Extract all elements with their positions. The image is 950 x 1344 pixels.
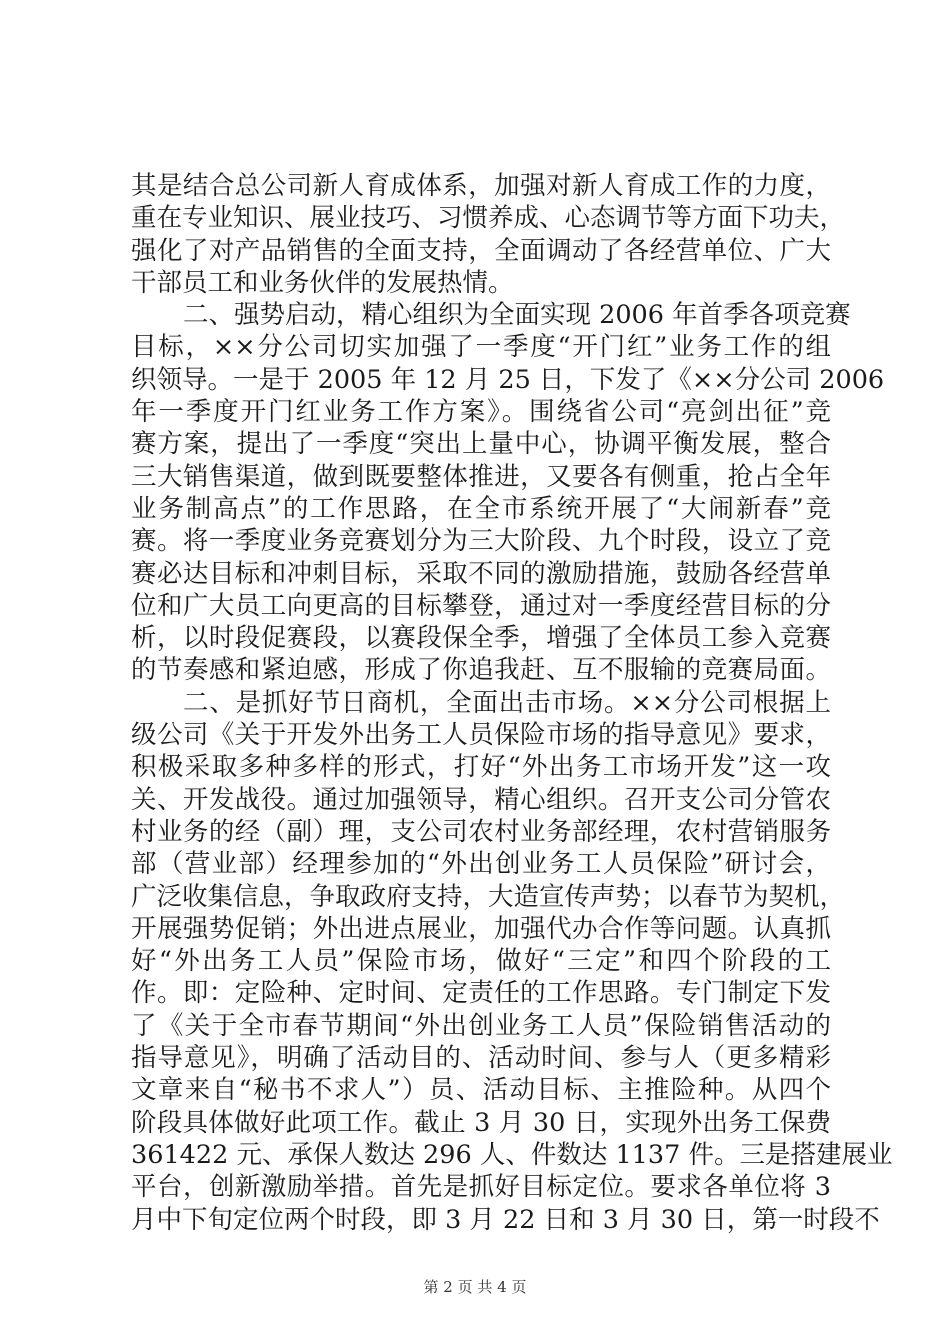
text-line: 关、开发战役。通过加强领导，精心组织。召开支公司分管农 (131, 784, 831, 815)
text-line: 赛方案，提出了一季度“突出上量中心，协调平衡发展，整合 (131, 429, 831, 460)
text-line: 二、强势启动，精心组织为全面实现 2006 年首季各项竞赛 (183, 300, 851, 331)
text-line: 村业务的经（副）理，支公司农村业务部经理，农村营销服务 (131, 816, 831, 847)
text-line: 月中下旬定位两个时段，即 3 月 22 日和 3 月 30 日，第一时段不 (131, 1204, 880, 1235)
text-line: 文章来自“秘书不求人”）员、活动目标、主推险种。从四个 (131, 1075, 831, 1106)
text-line: 了《关于全市春节期间“外出创业务工人员”保险销售活动的 (131, 1010, 831, 1041)
page-footer: 第 2 页 共 4 页 (423, 1278, 527, 1296)
text-line: 业务制高点”的工作思路，在全市系统开展了“大闹新春”竞 (131, 493, 831, 524)
text-line: 部（营业部）经理参加的“外出创业务工人员保险”研讨会， (131, 849, 831, 880)
text-line: 强化了对产品销售的全面支持，全面调动了各经营单位、广大 (131, 235, 831, 266)
text-line: 指导意见》，明确了活动目的、活动时间、参与人（更多精彩 (131, 1043, 831, 1074)
text-line: 织领导。一是于 2005 年 12 月 25 日，下发了《××分公司 2006 (131, 364, 885, 395)
text-line: 平台，创新激励举措。首先是抓好目标定位。要求各单位将 3 (131, 1172, 831, 1203)
text-line: 二、是抓好节日商机，全面出击市场。××分公司根据上 (183, 687, 831, 718)
text-line: 位和广大员工向更高的目标攀登，通过对一季度经营目标的分 (131, 590, 831, 621)
body-text (131, 170, 893, 1236)
text-line: 广泛收集信息，争取政府支持，大造宣传声势；以春节为契机， (131, 881, 846, 912)
text-line: 的节奏感和紧迫感，形成了你追我赶、互不服输的竞赛局面。 (131, 655, 831, 686)
text-line: 好“外出务工人员”保险市场，做好“三定”和四个阶段的工 (131, 946, 831, 977)
text-line: 干部员工和业务伙伴的发展热情。 (131, 267, 514, 298)
text-line: 作。即：定险种、定时间、定责任的工作思路。专门制定下发 (131, 978, 831, 1009)
text-line: 级公司《关于开发外出务工人员保险市场的指导意见》要求， (131, 720, 831, 751)
text-line: 积极采取多种多样的形式，打好“外出务工市场开发”这一攻 (131, 752, 831, 783)
text-line: 年一季度开门红业务工作方案》。围绕省公司“亮剑出征”竞 (131, 397, 831, 428)
text-line: 赛必达目标和冲刺目标，采取不同的激励措施，鼓励各经营单 (131, 558, 831, 589)
text-line: 重在专业知识、展业技巧、习惯养成、心态调节等方面下功夫， (131, 203, 846, 234)
text-line: 阶段具体做好此项工作。截止 3 月 30 日，实现外出务工保费 (131, 1107, 831, 1138)
text-line: 三大销售渠道，做到既要整体推进，又要各有侧重，抢占全年 (131, 461, 831, 492)
text-line: 开展强势促销；外出进点展业，加强代办合作等问题。认真抓 (131, 913, 831, 944)
text-line: 其是结合总公司新人育成体系，加强对新人育成工作的力度， (131, 171, 831, 201)
text-line: 361422 元、承保人数达 296 人、件数达 1137 件。三是搭建展业 (131, 1139, 893, 1170)
text-line: 析，以时段促赛段，以赛段保全季，增强了全体员工参入竞赛 (131, 623, 831, 654)
text-line: 目标，××分公司切实加强了一季度“开门红”业务工作的组 (131, 332, 831, 363)
text-line: 赛。将一季度业务竞赛划分为三大阶段、九个时段，设立了竞 (131, 526, 831, 557)
